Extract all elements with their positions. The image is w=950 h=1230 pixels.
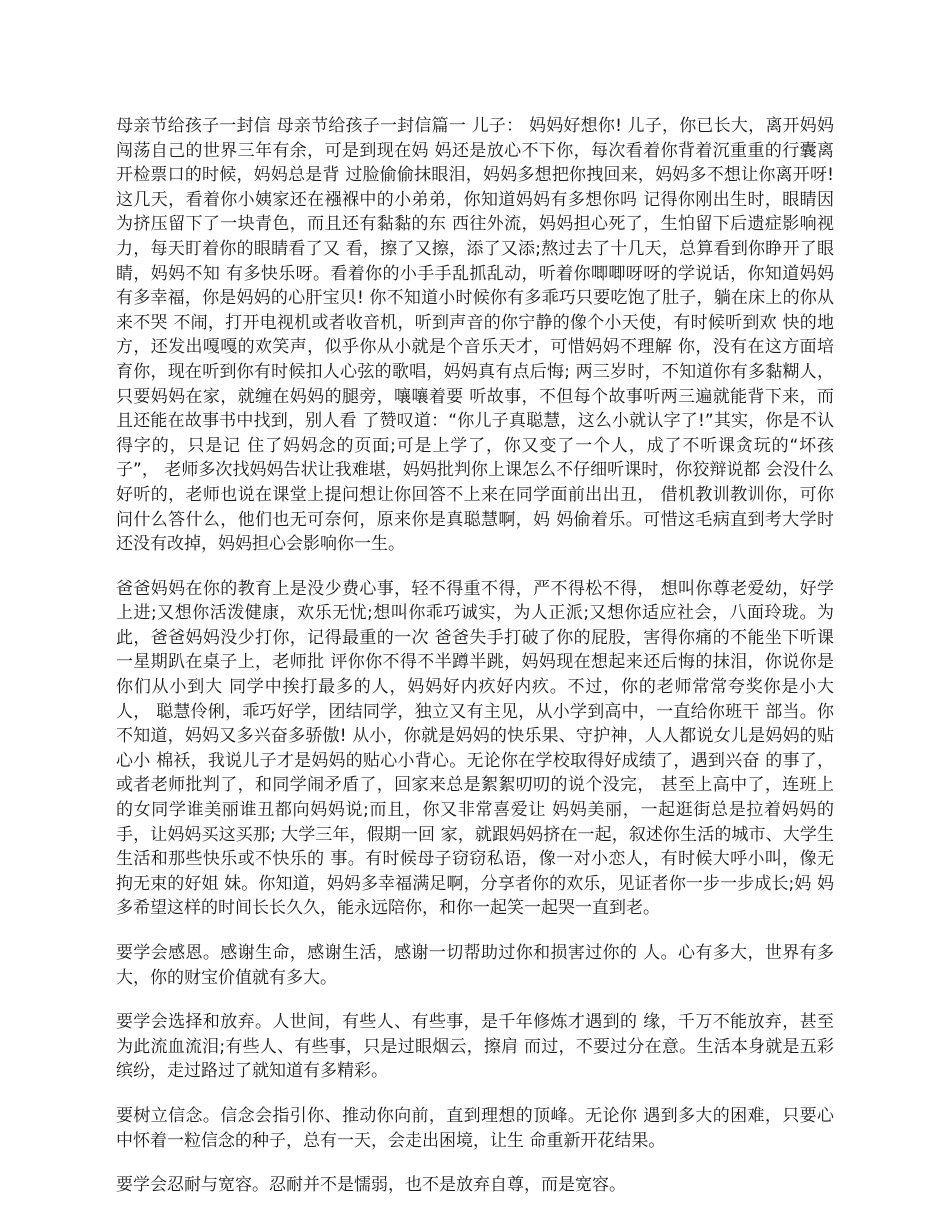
- paragraph-belief: 要树立信念。信念会指引你、推动你向前，直到理想的顶峰。无论你 遇到多大的困难，只要心中怀着一粒信念的种子，总有一天，会走出困境，让生 命重新开花结果。: [116, 1105, 834, 1151]
- paragraph-gratitude: 要学会感恩。感谢生命，感谢生活，感谢一切帮助过你和损害过你的 人。心有多大，世界有多大，你的财宝价值就有多大。: [116, 943, 834, 988]
- paragraph-patience: 要学会忍耐与宽容。忍耐并不是懦弱，也不是放弃自尊，而是宽容。: [116, 1175, 626, 1196]
- paragraph-parents-education: 爸爸妈妈在你的教育上是没少费心事，轻不得重不得，严不得松不得， 想叫你尊老爱幼，好学上进;又想你活泼健康，欢乐无忧;想叫你乖巧诚实，为人正派;又想你适应社会，八面玲珑。为此，爸爸妈妈没少打你，记得最重的一次 爸爸失手打破了你的屁股，害得你痛的不能坐下听课一星期趴在桌子上，老师批 评你你不得不半蹲半跳，妈妈现在想起来还后悔的抹泪，你说你是你们从小到大 同学中挨打最多的人，妈妈好内疚好内疚。不过，你的老师常常夸奖你是小大人， 聪慧伶俐，乖巧好学，团结同学，独立又有主见，从小学到高中，一直给你班干 部当。你不知道，妈妈又多兴奋多骄傲! 从小，你就是妈妈的快乐果、守护神，人人都说女儿是妈妈的贴心小 棉袄，我说儿子才是妈妈的贴心小背心。无论你在学校取得好成绩了，遇到兴奋 的事了，或者老师批判了，和同学闹矛盾了，回家来总是絮絮叨叨的说个没完， 甚至上高中了，连班上的女同学谁美丽谁丑都向妈妈说;而且，你又非常喜爱让 妈妈美丽，一起逛街总是拉着妈妈的手，让妈妈买这买那; 大学三年，假期一回 家，就跟妈妈挤在一起，叙述你生活的城市、大学生生活和那些快乐或不快乐的 事。有时候母子窃窃私语，像一对小恋人，有时候大呼小叫，像无拘无束的好姐 妹。你知道，妈妈多幸福满足啊，分享者你的欢乐，见证者你一步一步成长;妈 妈多希望这样的时间长长久久，能永远陪你，和你一起笑一起哭一直到老。: [116, 578, 834, 919]
- document-body: [116, 114, 834, 1218]
- paragraph-choice: 要学会选择和放弃。人世间，有些人、有些事，是千年修炼才遇到的 缘，千万不能放弃，甚至为此流血流泪;有些人、有些事，只是过眼烟云，擦肩 而过，不要过分在意。生活本身就是五彩缤纷，走过路过了就知道有多精彩。: [116, 1012, 834, 1082]
- paragraph-letter-opening: 母亲节给孩子一封信 母亲节给孩子一封信篇一 儿子： 妈妈好想你! 儿子，你已长大，离开妈妈闯荡自己的世界三年有余，可是到现在妈 妈还是放心不下你，每次看着你背着沉重重的行囊离开检票口的时候，妈妈总是背 过脸偷偷抹眼泪，妈妈多想把你拽回来，妈妈多不想让你离开呀! 这几天，看着你小姨家还在襁褓中的小弟弟，你知道妈妈有多想你吗 记得你刚出生时，眼睛因为挤压留下了一块青色，而且还有黏黏的东 西往外流，妈妈担心死了，生怕留下后遗症影响视力，每天盯着你的眼睛看了又 看，擦了又擦，添了又添;熬过去了十几天，总算看到你睁开了眼睛，妈妈不知 有多快乐呀。看着你的小手手乱抓乱动，听着你唧唧呀呀的学说话，你知道妈妈 有多幸福，你是妈妈的心肝宝贝! 你不知道小时候你有多乖巧只要吃饱了肚子，躺在床上的你从来不哭 不闹，打开电视机或者收音机，听到声音的你宁静的像个小天使，有时候听到欢 快的地方，还发出嘎嘎的欢笑声，似乎你从小就是个音乐天才，可惜妈妈不理解 你，没有在这方面培育你，现在听到你有时候扣人心弦的歌唱，妈妈真有点后悔; 两三岁时，不知道你有多黏糊人，只要妈妈在家，就缠在妈妈的腿旁，嚷嚷着要 听故事，不但每个故事听两三遍就能背下来，而且还能在故事书中找到，别人看 了赞叹道：“你儿子真聪慧，这么小就认字了!”其实，你是不认得字的，只是记 住了妈妈念的页面;可是上学了，你又变了一个人，成了不听课贪玩的“坏孩子”， 老师多次找妈妈告状让我难堪，妈妈批判你上课怎么不仔细听课时，你狡辩说都 会没什么好听的，老师也说在课堂上提问想让你回答不上来在同学面前出出丑， 借机教训教训你，可你问什么答什么，他们也无可奈何，原来你是真聪慧啊，妈 妈偷着乐。可惜这毛病直到考大学时还没有改掉，妈妈担心会影响你一生。: [116, 116, 834, 555]
